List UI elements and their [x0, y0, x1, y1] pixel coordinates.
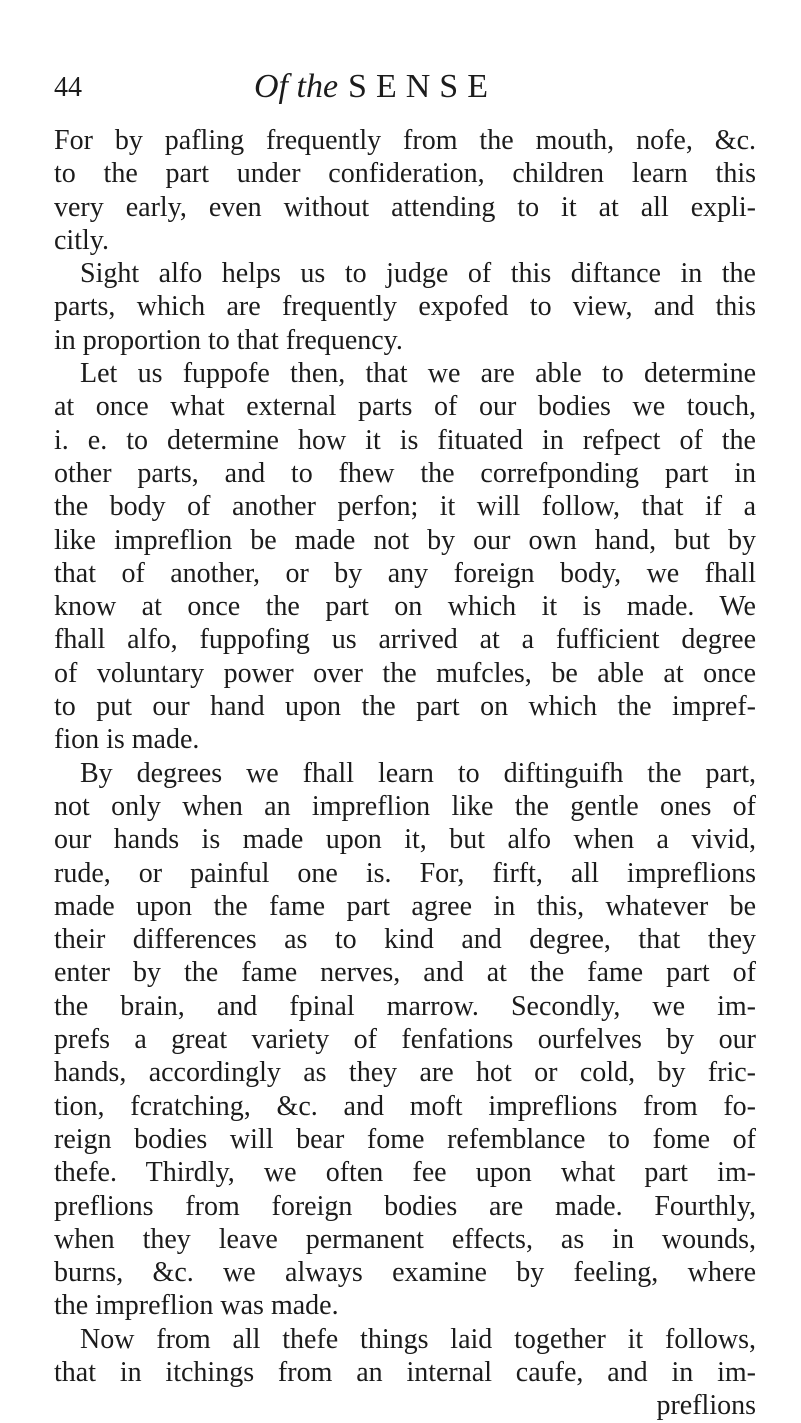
text-line: preflions from foreign bodies are made. Fourthly, — [54, 1190, 756, 1222]
text-line: when they leave permanent effects, as in wounds, — [54, 1223, 756, 1255]
text-line: i. e. to determine how it is fituated in refpect of the — [54, 424, 756, 456]
text-line: parts, which are frequently expofed to view, and this — [54, 291, 756, 323]
text-line: to put our hand upon the part on which the impref- — [54, 691, 756, 723]
text-line: in proportion to that frequency. — [54, 324, 403, 356]
text-line: hands, accordingly as they are hot or cold, by fric- — [54, 1057, 756, 1089]
text-line: the body of another perfon; it will follow, that if a — [54, 491, 756, 523]
text-line: preflions — [656, 1390, 756, 1422]
text-line: other parts, and to fhew the correfponding part in — [54, 457, 756, 489]
page-header — [54, 64, 754, 114]
text-line: prefs a great variety of fenfations ourfelves by our — [54, 1024, 756, 1056]
text-line: fhall alfo, fuppofing us arrived at a fufficient degree — [54, 624, 756, 656]
text-line: Now from all thefe things laid together it follows, — [80, 1323, 756, 1355]
text-line: the brain, and fpinal marrow. Secondly, we im- — [54, 990, 756, 1022]
text-line: fion is made. — [54, 724, 200, 756]
text-line: very early, even without attending to it at all expli- — [54, 191, 756, 223]
text-line: Let us fuppofe then, that we are able to determine — [80, 358, 756, 390]
running-head — [254, 70, 497, 104]
page-number: 44 — [54, 72, 82, 103]
text-line: that in itchings from an internal caufe, and in im- — [54, 1356, 756, 1388]
text-line: of voluntary power over the mufcles, be able at once — [54, 657, 756, 689]
text-line: the impreflion was made. — [54, 1290, 339, 1322]
text-line: like impreflion be made not by our own hand, but by — [54, 524, 756, 556]
running-head-italic: Of the — [254, 68, 339, 105]
text-line: at once what external parts of our bodies we touch, — [54, 391, 756, 423]
text-line: By degrees we fhall learn to diftinguifh the part, — [80, 757, 756, 789]
text-line: know at once the part on which it is made. We — [54, 591, 756, 623]
text-line: burns, &c. we always examine by feeling, where — [54, 1257, 756, 1289]
text-line: to the part under confideration, children learn this — [54, 158, 756, 190]
text-line: For by pafling frequently from the mouth, nofe, &c. — [54, 125, 756, 156]
text-line: tion, fcratching, &c. and moft impreflions from fo- — [54, 1090, 756, 1122]
text-line: thefe. Thirdly, we often fee upon what part im- — [54, 1157, 756, 1189]
text-line: reign bodies will bear fome refemblance to fome of — [54, 1123, 756, 1155]
text-line: citly. — [54, 224, 109, 256]
text-line: their differences as to kind and degree, that they — [54, 924, 756, 956]
text-line: enter by the fame nerves, and at the fame part of — [54, 957, 756, 989]
text-line: rude, or painful one is. For, firft, all impreflions — [54, 857, 756, 889]
text-line: our hands is made upon it, but alfo when a vivid, — [54, 824, 756, 856]
text-line: made upon the fame part agree in this, whatever be — [54, 890, 756, 922]
body-text — [54, 124, 756, 1423]
running-head-caps: SENSE — [348, 68, 497, 105]
text-line: not only when an impreflion like the gentle ones of — [54, 790, 756, 822]
text-line: that of another, or by any foreign body, we fhall — [54, 557, 756, 589]
text-line: Sight alfo helps us to judge of this diftance in the — [80, 258, 756, 290]
